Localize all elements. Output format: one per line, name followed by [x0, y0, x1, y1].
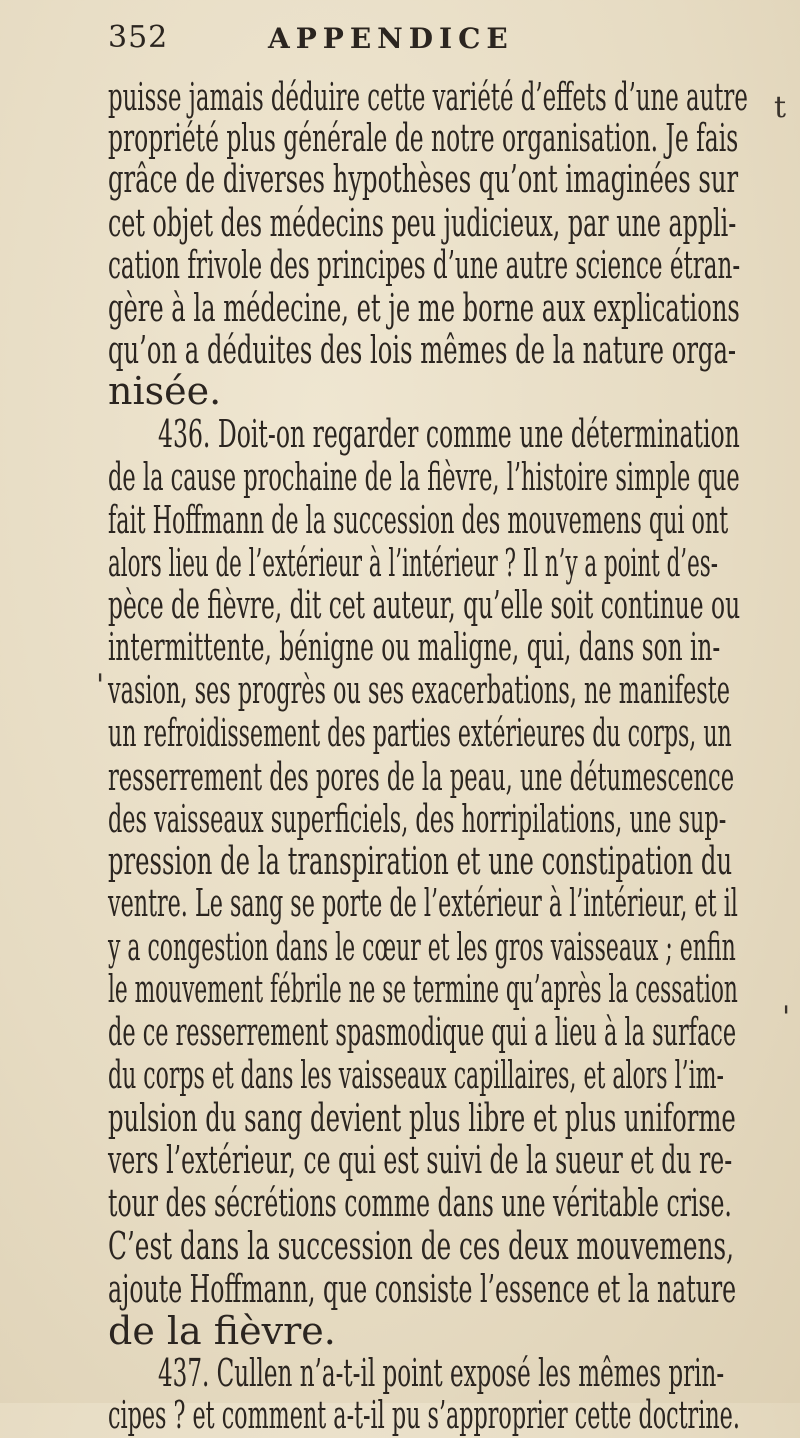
text-line: grâce de diverses hypothèses qu’ont imaginées sur [108, 157, 739, 201]
text-line: vers l’extérieur, ce qui est suivi de la sueur et du re- [108, 1138, 733, 1182]
text-line: nisée. [108, 369, 222, 413]
text-line: cet objet des médecins peu judicieux, par une appli- [108, 201, 737, 245]
text-line: de la cause prochaine de la fièvre, l’histoire simple que [108, 455, 740, 499]
text-line: 436. Doit-on regarder comme une détermination [158, 412, 740, 456]
text-line: pèce de fièvre, dit cet auteur, qu’elle soit continue ou [108, 583, 741, 627]
margin-mark: ' [782, 1000, 791, 1035]
text-line: puisse jamais déduire cette variété d’effets d’une autre [108, 75, 748, 119]
text-line: de ce resserrement spasmodique qui a lieu à la surface [108, 1010, 737, 1054]
text-line: de la fièvre. [108, 1309, 336, 1353]
page-number: 352 [108, 20, 169, 55]
running-head: APPENDICE [268, 22, 514, 55]
text-line: alors lieu de l’extérieur à l’intérieur ? Il n’y a point d’es- [108, 541, 718, 585]
text-line: des vaisseaux superficiels, des horripilations, une sup- [108, 797, 727, 841]
margin-mark: ' [96, 668, 105, 703]
text-line: pulsion du sang devient plus libre et plus uniforme [108, 1096, 736, 1140]
text-line: y a congestion dans le cœur et les gros vaisseaux ; enfin [108, 925, 736, 969]
text-line: 437. Cullen n’a-t-il point exposé les mêmes prin- [158, 1351, 725, 1395]
text-line: gère à la médecine, et je me borne aux explications [108, 286, 740, 330]
text-line: qu’on a déduites des lois mêmes de la nature orga- [108, 328, 737, 372]
page-header [108, 12, 748, 72]
text-line: tour des sécrétions comme dans une véritable crise. [108, 1181, 732, 1225]
text-line: le mouvement fébrile ne se termine qu’après la cessation [108, 967, 738, 1011]
text-line: resserrement des pores de la peau, une détumescence [108, 755, 735, 799]
text-line: cipes ? et comment a-t-il pu s’approprier cette doctrine. [108, 1393, 740, 1437]
text-line: pression de la transpiration et une constipation du [108, 839, 733, 883]
text-line: du corps et dans les vaisseaux capillaires, et alors l’im- [108, 1053, 724, 1097]
text-line: C’est dans la succession de ces deux mouvemens, [108, 1224, 734, 1268]
text-line: intermittente, bénigne ou maligne, qui, dans son in- [108, 625, 721, 669]
margin-mark: t [774, 90, 787, 125]
text-line: ventre. Le sang se porte de l’extérieur à l’intérieur, et il [108, 881, 738, 925]
text-line: ajoute Hoffmann, que consiste l’essence et la nature [108, 1267, 737, 1311]
text-line: fait Hoffmann de la succession des mouvemens qui ont [108, 498, 729, 542]
text-line: un refroidissement des parties extérieures du corps, un [108, 711, 732, 755]
text-line: cation frivole des principes d’une autre science étran- [108, 243, 741, 287]
text-line: propriété plus générale de notre organisation. Je fais [108, 116, 739, 160]
text-line: vasion, ses progrès ou ses exacerbations, ne manifeste [108, 668, 730, 712]
